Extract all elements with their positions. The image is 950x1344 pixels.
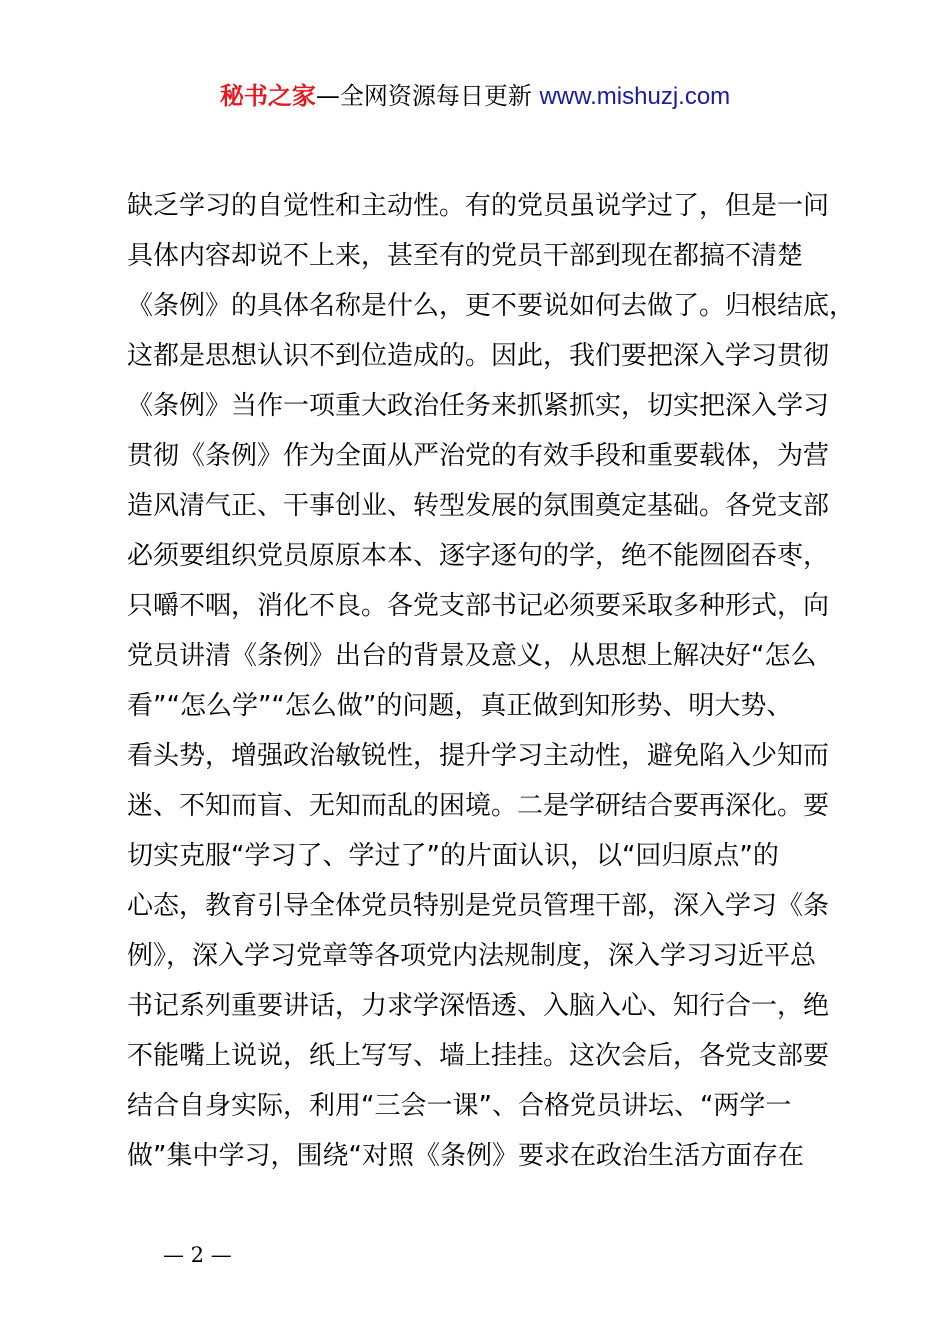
text-line: 不能嘴上说说，纸上写写、墙上挂挂。这次会后，各党支部要: [127, 1041, 830, 1071]
site-url[interactable]: www.mishuzj.com: [539, 83, 731, 110]
site-header: [0, 80, 950, 113]
text-line: 具体内容却说不上来，甚至有的党员干部到现在都搞不清楚: [127, 241, 804, 271]
text-line: 看”“怎么学”“怎么做”的问题，真正做到知形势、明大势、: [127, 691, 793, 721]
text-line: 必须要组织党员原原本本、逐字逐句的学，绝不能囫囵吞枣，: [127, 541, 830, 571]
text-line: 做”集中学习，围绕“对照《条例》要求在政治生活方面存在: [127, 1141, 804, 1171]
text-line: 贯彻《条例》作为全面从严治党的有效手段和重要载体，为营: [127, 441, 830, 471]
text-line: 造风清气正、干事创业、转型发展的氛围奠定基础。各党支部: [127, 491, 830, 521]
text-line: 书记系列重要讲话，力求学深悟透、入脑入心、知行合一，绝: [127, 991, 830, 1021]
document-body: [127, 181, 856, 1181]
text-line: 《条例》的具体名称是什么，更不要说如何去做了。归根结底，: [127, 291, 856, 321]
text-line: 心态，教育引导全体党员特别是党员管理干部，深入学习《条: [127, 891, 830, 921]
text-line: 缺乏学习的自觉性和主动性。有的党员虽说学过了，但是一问: [127, 191, 830, 221]
text-line: 例》，深入学习党章等各项党内法规制度，深入学习习近平总: [127, 941, 817, 971]
text-line: 党员讲清《条例》出台的背景及意义，从思想上解决好“怎么: [127, 641, 817, 671]
page-number: — 2 —: [163, 1243, 232, 1267]
text-line: 结合自身实际，利用“三会一课”、合格党员讲坛、“两学一: [127, 1091, 792, 1121]
text-line: 迷、不知而盲、无知而乱的困境。二是学研结合要再深化。要: [127, 791, 830, 821]
text-line: 看头势，增强政治敏锐性，提升学习主动性，避免陷入少知而: [127, 741, 830, 771]
site-brand: 秘书之家: [219, 82, 316, 110]
site-slogan: —全网资源每日更新: [315, 82, 532, 110]
text-line: 只嚼不咽，消化不良。各党支部书记必须要采取多种形式，向: [127, 591, 830, 621]
text-line: 《条例》当作一项重大政治任务来抓紧抓实，切实把深入学习: [127, 391, 830, 421]
text-line: 这都是思想认识不到位造成的。因此，我们要把深入学习贯彻: [127, 341, 830, 371]
text-line: 切实克服“学习了、学过了”的片面认识，以“回归原点”的: [127, 841, 779, 871]
